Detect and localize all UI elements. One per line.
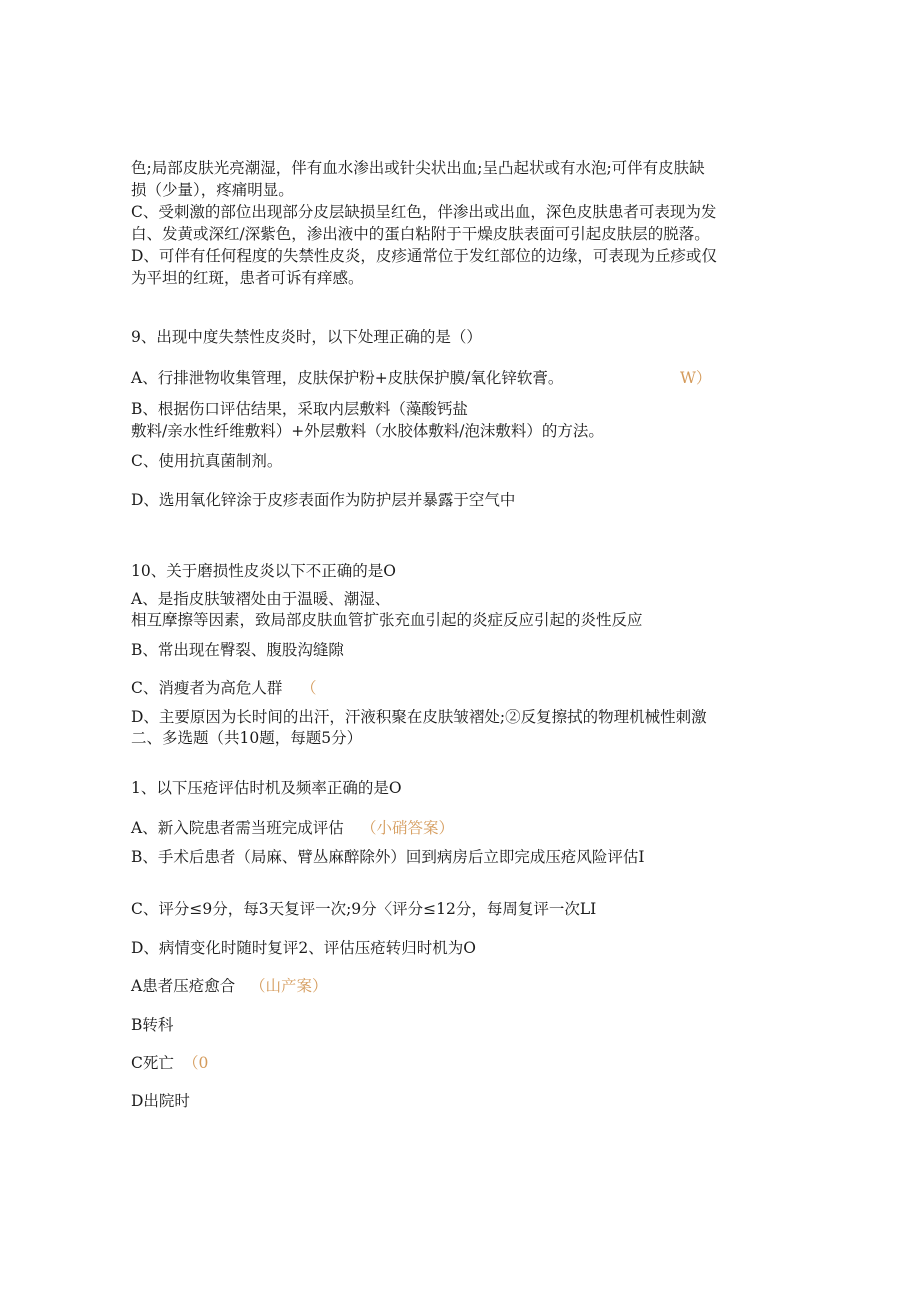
mq1-option-c: C、评分≤9分，每3天复评一次;9分〈评分≤12分，每周复评一次LI [131, 900, 597, 918]
q10-option-c-answer-mark: （ [301, 679, 317, 697]
mq1-option-a-answer-mark: （小硝答案） [361, 819, 455, 837]
q9-option-b-line-2: 敷料/亲水性纤维敷料）+外层敷料（水胶体敷料/泡沫敷料）的方法。 [131, 422, 604, 440]
q8-text-line-1: 色;局部皮肤光亮潮湿，伴有血水渗出或针尖状出血;呈凸起状或有水泡;可伴有皮肤缺 [131, 159, 705, 177]
mq1-option-a: A、新入院患者需当班完成评估 [131, 819, 344, 837]
mq2-option-c: C死亡 [131, 1054, 174, 1072]
q9-option-b-line-1: B、根据伤口评估结果，采取内层敷料（藻酸钙盐 [131, 400, 468, 418]
q10-option-b: B、常出现在臀裂、腹股沟缝隙 [131, 641, 344, 659]
q10-option-a-line-2: 相互摩擦等因素，致局部皮肤血管扩张充血引起的炎症反应引起的炎性反应 [131, 611, 643, 629]
q10-option-a-line-1: A、是指皮肤皱褶处由于温暖、潮湿、 [131, 590, 391, 608]
q10-option-c: C、消瘦者为高危人群 [131, 679, 283, 697]
mq2-option-b: B转科 [131, 1016, 174, 1034]
q8-text-line-2: 损（少量），疼痛明显。 [131, 181, 294, 199]
mq2-option-d: D出院时 [131, 1092, 190, 1110]
q9-question: 9、出现中度失禁性皮炎时，以下处理正确的是（） [131, 328, 482, 346]
mq2-option-a-answer-mark: （山产案） [250, 977, 328, 995]
q8-option-c-line-2: 白、发黄或深红/深紫色，渗出液中的蛋白粘附于干燥皮肤表面可引起皮肤层的脱落。 [131, 225, 710, 243]
mq2-option-a: A患者压疮愈合 [131, 977, 236, 995]
q8-option-d-line-1: D、可伴有任何程度的失禁性皮炎，皮疹通常位于发红部位的边缘，可表现为丘疹或仅 [131, 247, 717, 265]
q9-option-c: C、使用抗真菌制剂。 [131, 452, 283, 470]
q10-question: 10、关于磨损性皮炎以下不正确的是O [131, 562, 396, 580]
q8-option-d-line-2: 为平坦的红斑，患者可诉有痒感。 [131, 269, 364, 287]
section-heading-multiple-choice: 二、多选题（共10题，每题5分） [131, 729, 363, 747]
q9-option-d: D、选用氧化锌涂于皮疹表面作为防护层并暴露于空气中 [131, 491, 516, 509]
q8-option-c-line-1: C、受刺激的部位出现部分皮层缺损呈红色，伴渗出或出血，深色皮肤患者可表现为发 [131, 203, 717, 221]
mq1-option-d: D、病情变化时随时复评2、评估压疮转归时机为O [131, 939, 476, 957]
q9-option-a-answer-mark: W） [680, 369, 712, 387]
q10-option-d: D、主要原因为长时间的出汗，汗液积聚在皮肤皱褶处;②反复擦拭的物理机械性刺激 [131, 708, 707, 726]
mq2-option-c-answer-mark: （0 [183, 1054, 209, 1072]
mq1-question: 1、以下压疮评估时机及频率正确的是O [131, 779, 402, 797]
q9-option-a: A、行排泄物收集管理，皮肤保护粉+皮肤保护膜/氧化锌软膏。 [131, 369, 564, 387]
mq1-option-b: B、手术后患者（局麻、臂丛麻醉除外）回到病房后立即完成压疮风险评估I [131, 848, 645, 866]
